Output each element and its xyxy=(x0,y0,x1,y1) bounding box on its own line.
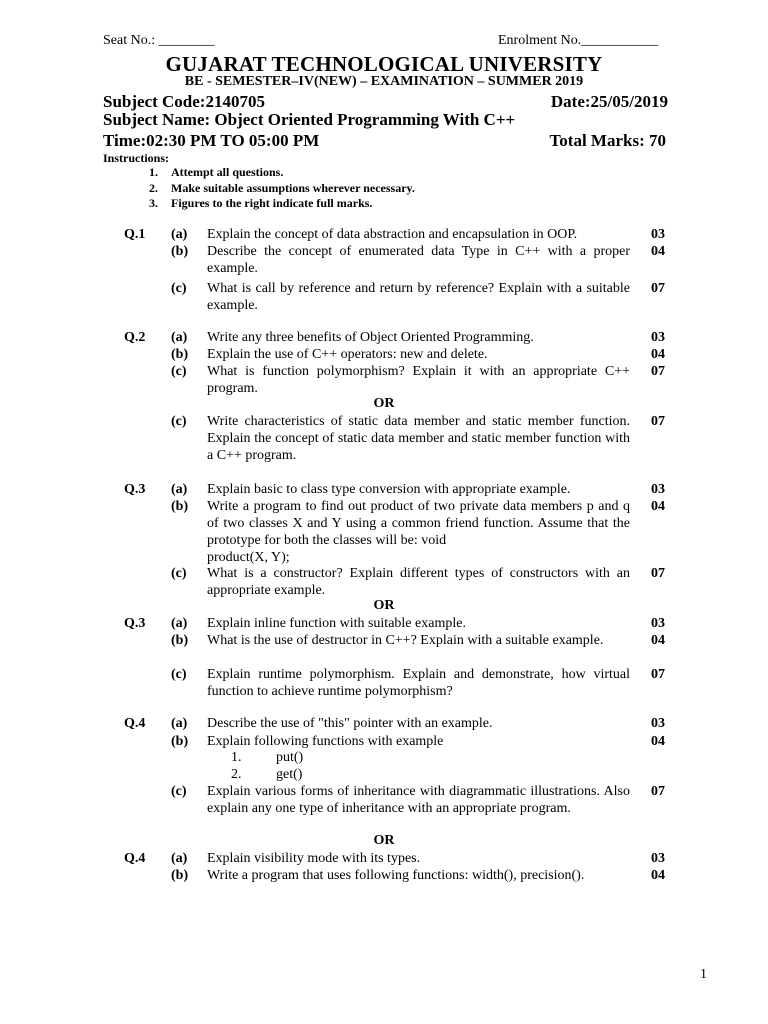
part-label: (c) xyxy=(171,281,187,296)
instruction-item: 3. Figures to the right indicate full marks. xyxy=(149,196,373,210)
part-label: (b) xyxy=(171,499,189,514)
question-marks: 04 xyxy=(651,347,665,362)
question-text: Explain inline function with suitable example. xyxy=(207,616,466,631)
question-marks: 07 xyxy=(651,414,665,429)
question-text: Explain following functions with example xyxy=(207,734,444,749)
question-marks: 07 xyxy=(651,364,665,379)
or-separator: OR xyxy=(373,598,395,613)
part-label: (c) xyxy=(171,667,187,682)
question-number: Q.4 xyxy=(124,716,146,731)
instructions-title: Instructions: xyxy=(103,151,170,165)
sub-item-text: get() xyxy=(276,767,303,782)
question-marks: 07 xyxy=(651,667,665,682)
question-text: Write any three benefits of Object Oriented Programming. xyxy=(207,330,534,345)
exam-title: BE - SEMESTER–IV(NEW) – EXAMINATION – SUMMER 2019 xyxy=(184,74,584,89)
subject-code: Subject Code:2140705 xyxy=(103,92,265,111)
part-label: (b) xyxy=(171,734,189,749)
question-text: Explain the concept of data abstraction and encapsulation in OOP. xyxy=(207,227,578,242)
question-text: Explain visibility mode with its types. xyxy=(207,851,421,866)
part-label: (c) xyxy=(171,414,187,429)
question-number: Q.4 xyxy=(124,851,146,866)
question-number: Q.3 xyxy=(124,616,146,631)
part-label: (c) xyxy=(171,566,187,581)
question-text: Write characteristics of static data member and static member function. Explain the concept of static data member and static member function with a C++ program. xyxy=(207,414,630,463)
question-marks: 03 xyxy=(651,227,665,242)
exam-date: Date:25/05/2019 xyxy=(550,92,668,111)
or-separator: OR xyxy=(373,833,395,848)
question-text: Write a program to find out product of two private data members p and q of two classes X and Y using a common friend function. Assume that the prototype for both the classes will be: void product(X, Y); xyxy=(207,499,630,565)
sub-item-number: 2. xyxy=(231,767,242,782)
question-marks: 04 xyxy=(651,633,665,648)
page-number: 1 xyxy=(700,967,707,982)
part-label: (a) xyxy=(171,616,188,631)
question-text: What is a constructor? Explain different types of constructors with an appropriate example. xyxy=(207,566,630,598)
question-marks: 03 xyxy=(651,716,665,731)
exam-time: Time:02:30 PM TO 05:00 PM xyxy=(103,131,320,150)
question-text: What is function polymorphism? Explain it with an appropriate C++ program. xyxy=(207,364,630,396)
question-text: Explain the use of C++ operators: new and delete. xyxy=(207,347,488,362)
part-label: (a) xyxy=(171,716,188,731)
university-title: GUJARAT TECHNOLOGICAL UNIVERSITY xyxy=(165,52,603,76)
question-text: Explain basic to class type conversion with appropriate example. xyxy=(207,482,571,497)
question-marks: 04 xyxy=(651,244,665,259)
question-marks: 04 xyxy=(651,734,665,749)
question-number: Q.1 xyxy=(124,227,146,242)
part-label: (b) xyxy=(171,347,189,362)
part-label: (b) xyxy=(171,633,189,648)
question-marks: 03 xyxy=(651,616,665,631)
question-text: What is the use of destructor in C++? Explain with a suitable example. xyxy=(207,633,604,648)
question-text: Describe the use of "this" pointer with an example. xyxy=(207,716,493,731)
question-marks: 03 xyxy=(651,851,665,866)
part-label: (a) xyxy=(171,851,188,866)
part-label: (a) xyxy=(171,227,188,242)
part-label: (b) xyxy=(171,868,189,883)
question-number: Q.2 xyxy=(124,330,146,345)
question-marks: 07 xyxy=(651,281,665,296)
part-label: (b) xyxy=(171,244,189,259)
question-text: Explain runtime polymorphism. Explain and demonstrate, how virtual function to achieve runtime polymorphism? xyxy=(207,667,630,699)
question-marks: 04 xyxy=(651,499,665,514)
seat-no: Seat No.: ________ xyxy=(103,33,215,48)
question-marks: 03 xyxy=(651,330,665,345)
total-marks: Total Marks: 70 xyxy=(549,131,666,150)
instruction-item: 1. Attempt all questions. xyxy=(149,165,284,179)
or-separator: OR xyxy=(373,396,395,411)
question-text: What is call by reference and return by reference? Explain with a suitable example. xyxy=(207,281,630,313)
part-label: (a) xyxy=(171,482,188,497)
sub-item-text: put() xyxy=(276,750,304,765)
part-label: (c) xyxy=(171,784,187,799)
instruction-item: 2. Make suitable assumptions wherever necessary. xyxy=(149,180,415,195)
question-marks: 07 xyxy=(651,784,665,799)
part-label: (c) xyxy=(171,364,187,379)
subject-name: Subject Name: Object Oriented Programming With C++ xyxy=(103,110,516,129)
enrolment-no: Enrolment No.___________ xyxy=(498,33,659,48)
part-label: (a) xyxy=(171,330,188,345)
instructions-list xyxy=(149,165,415,212)
question-text: Write a program that uses following functions: width(), precision(). xyxy=(207,868,585,883)
question-text: Describe the concept of enumerated data Type in C++ with a proper example. xyxy=(207,244,630,276)
question-text: Explain various forms of inheritance with diagrammatic illustrations. Also explain any one type of inheritance with an appropriate program. xyxy=(207,784,630,816)
question-marks: 07 xyxy=(651,566,665,581)
question-marks: 04 xyxy=(651,868,665,883)
sub-item-number: 1. xyxy=(231,750,242,765)
question-number: Q.3 xyxy=(124,482,146,497)
question-marks: 03 xyxy=(651,482,665,497)
